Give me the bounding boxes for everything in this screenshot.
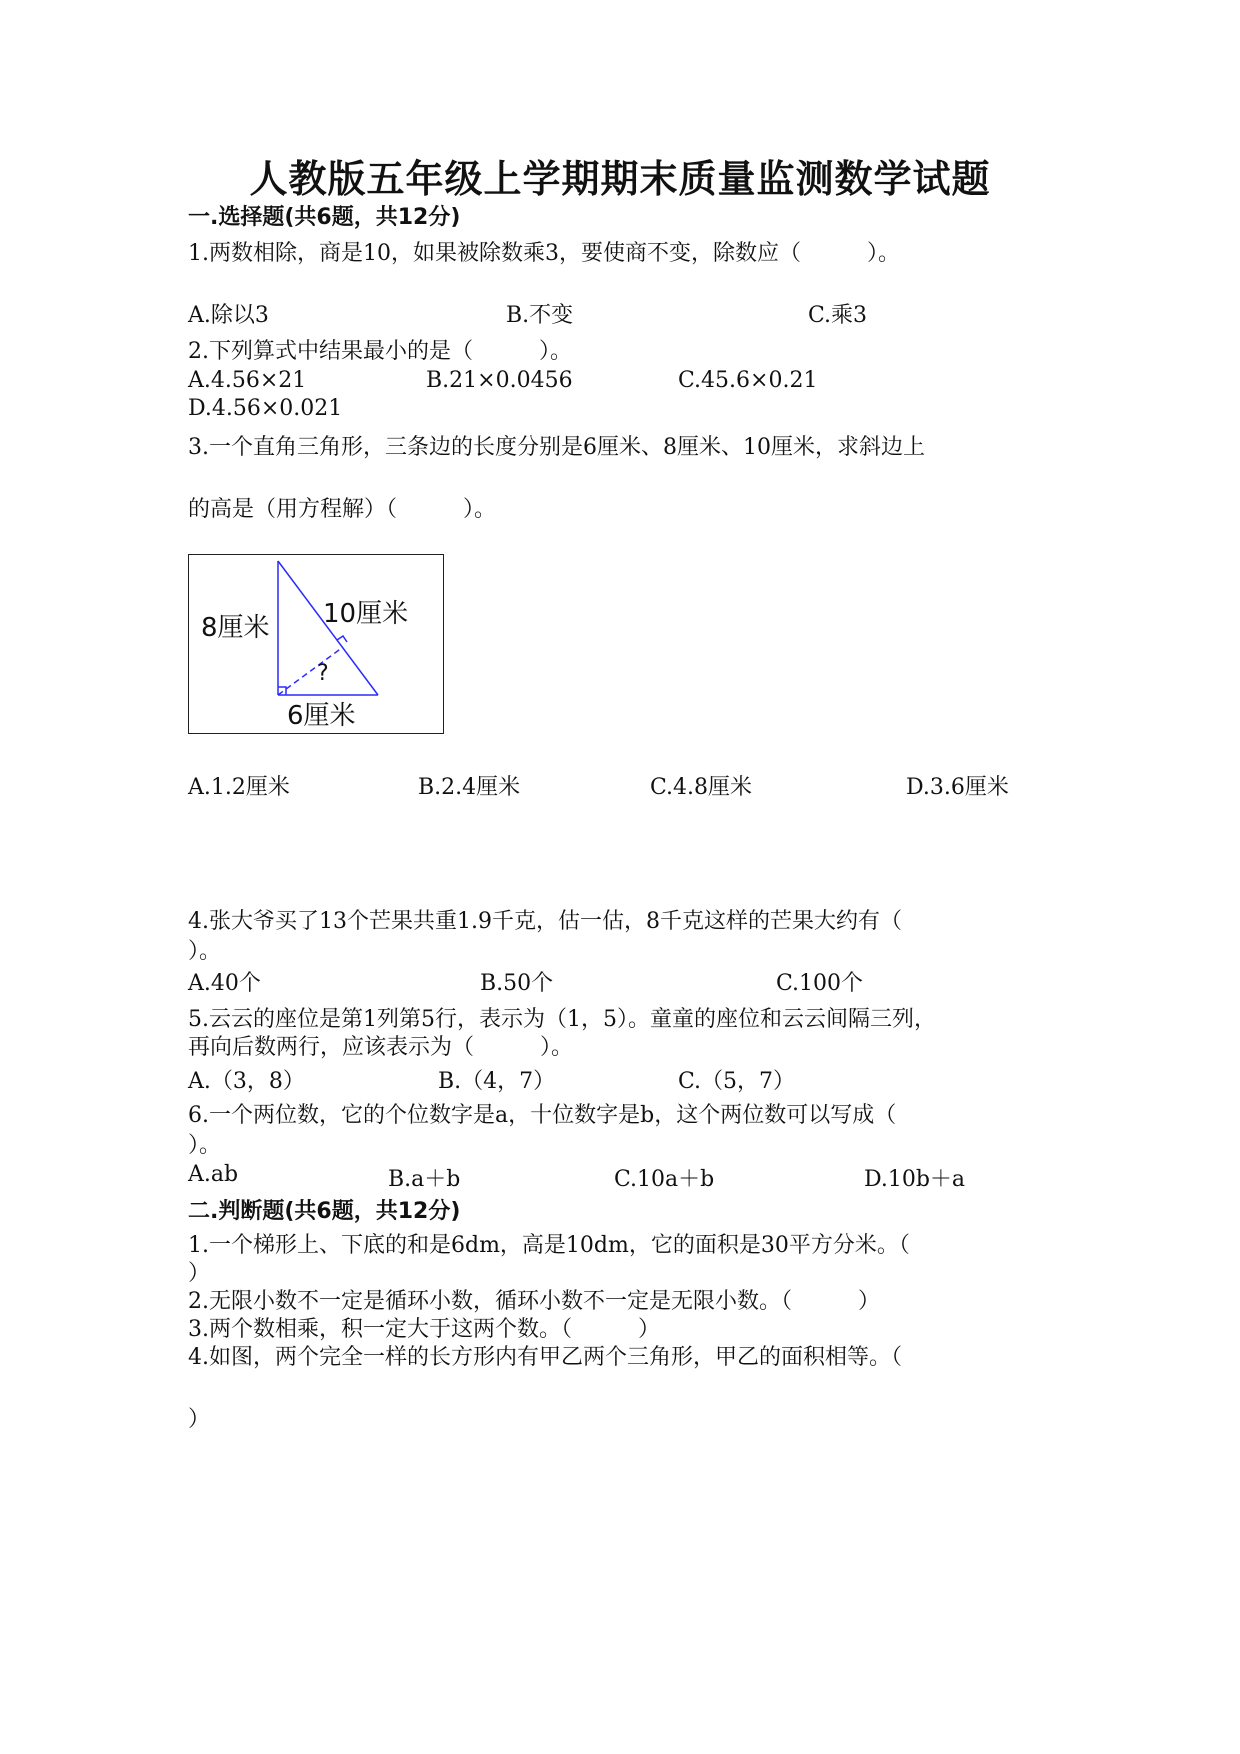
question-3-option-c[interactable]: C.4.8厘米	[650, 775, 753, 800]
label-8cm: 8厘米	[201, 613, 270, 643]
judgement-4-text-line2: ）	[188, 1407, 211, 1432]
question-6-text-line2: ）。	[188, 1133, 222, 1158]
question-1-option-a[interactable]: A.除以3	[188, 303, 269, 328]
section-heading-judgement: 二.判断题(共6题，共12分)	[188, 1199, 461, 1224]
question-2-text: 2.下列算式中结果最小的是（ ）。	[188, 339, 572, 364]
question-3-text-line1: 3.一个直角三角形，三条边的长度分别是6厘米、8厘米、10厘米，求斜边上	[188, 435, 925, 460]
label-unknown-height: ?	[317, 661, 329, 686]
question-4-text-line2: ）。	[188, 939, 222, 964]
question-3-text-line2: 的高是（用方程解）（ ）。	[188, 497, 497, 522]
section-heading-choice: 一.选择题(共6题，共12分)	[188, 205, 461, 230]
question-1-text: 1.两数相除，商是10，如果被除数乘3，要使商不变，除数应（ ）。	[188, 241, 900, 266]
triangle-height-dashed	[278, 647, 343, 695]
question-5-option-a[interactable]: A.（3，8）	[188, 1069, 305, 1094]
question-2-option-c[interactable]: C.45.6×0.21	[678, 368, 818, 393]
question-5-text-line1: 5.云云的座位是第1列第5行，表示为（1，5）。童童的座位和云云间隔三列，	[188, 1007, 936, 1032]
question-1-option-b[interactable]: B.不变	[506, 303, 574, 328]
question-5-option-c[interactable]: C.（5，7）	[678, 1069, 796, 1094]
page-title: 人教版五年级上学期期末质量监测数学试题	[249, 157, 991, 201]
question-5-option-b[interactable]: B.（4，7）	[438, 1069, 556, 1094]
judgement-1-text-line2: ）	[188, 1261, 211, 1286]
question-6-option-b[interactable]: B.a＋b	[388, 1167, 461, 1192]
judgement-2-text: 2.无限小数不一定是循环小数，循环小数不一定是无限小数。（ ）	[188, 1289, 880, 1314]
question-6-option-c[interactable]: C.10a＋b	[614, 1167, 715, 1192]
question-2-option-a[interactable]: A.4.56×21	[188, 368, 307, 393]
question-6-option-d[interactable]: D.10b＋a	[864, 1167, 966, 1192]
question-3-option-b[interactable]: B.2.4厘米	[418, 775, 521, 800]
judgement-4-text-line1: 4.如图，两个完全一样的长方形内有甲乙两个三角形，甲乙的面积相等。（	[188, 1345, 902, 1370]
right-triangle-figure	[188, 554, 444, 734]
question-4-option-a[interactable]: A.40个	[188, 971, 261, 996]
question-3-option-a[interactable]: A.1.2厘米	[188, 775, 290, 800]
question-3-option-d[interactable]: D.3.6厘米	[906, 775, 1009, 800]
question-6-text-line1: 6.一个两位数，它的个位数字是a，十位数字是b，这个两位数可以写成（	[188, 1103, 897, 1128]
question-6-option-a[interactable]: A.ab	[188, 1162, 239, 1187]
question-4-option-b[interactable]: B.50个	[480, 971, 554, 996]
label-10cm: 10厘米	[323, 599, 409, 629]
question-2-option-b[interactable]: B.21×0.0456	[426, 368, 573, 393]
judgement-1-text-line1: 1.一个梯形上、下底的和是6dm，高是10dm，它的面积是30平方分米。（	[188, 1233, 910, 1258]
question-1-option-c[interactable]: C.乘3	[808, 303, 868, 328]
question-4-option-c[interactable]: C.100个	[776, 971, 864, 996]
judgement-3-text: 3.两个数相乘，积一定大于这两个数。（ ）	[188, 1317, 660, 1342]
label-6cm: 6厘米	[287, 701, 356, 731]
question-2-option-d[interactable]: D.4.56×0.021	[188, 396, 343, 421]
question-4-text-line1: 4.张大爷买了13个芒果共重1.9千克，估一估，8千克这样的芒果大约有（	[188, 909, 902, 934]
question-5-text-line2: 再向后数两行，应该表示为（ ）。	[188, 1035, 574, 1060]
